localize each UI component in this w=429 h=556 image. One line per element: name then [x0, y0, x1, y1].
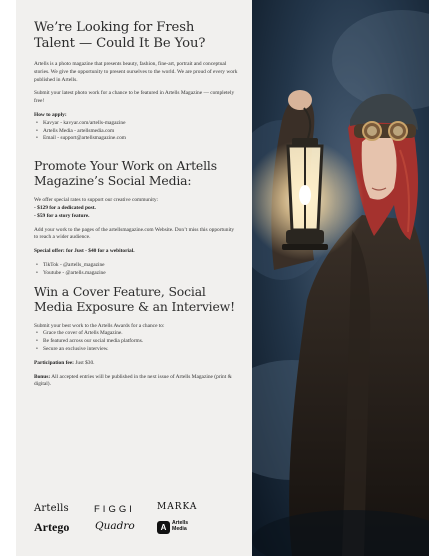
offer-intro: We offer special rates to support our creative community:	[34, 197, 159, 204]
intro-paragraph: Artells is a photo magazine that presents beauty, fashion, fine-art, portrait and conceptual stories. We give the opportunity to present ourselves to the world. We are proud of every work published in Artells.	[34, 61, 238, 83]
artells-media-wordmark: Artells Media	[172, 520, 189, 532]
partner-logos	[34, 498, 239, 540]
artells-media-mark-icon: A	[157, 521, 170, 534]
bonus-paragraph	[34, 374, 239, 390]
heading-fresh-talent: We’re Looking for Fresh Talent — Could It Be You?	[34, 20, 206, 51]
logo-artells-media	[157, 519, 188, 535]
apply-item-artells-media[interactable]: • Artells Media - artellsmedia.com	[34, 128, 239, 136]
participation-fee	[34, 360, 239, 368]
price-dedicated-post: - $129 for a dedicated post.	[34, 204, 96, 211]
participation-label: Participation fee:	[34, 359, 74, 366]
heading-win-cover: Win a Cover Feature, Social Media Exposure & an Interview!	[34, 283, 235, 314]
logo-artells: Artells	[34, 503, 69, 514]
apply-item-kavyar[interactable]: • Kavyar - kavyar.com/artells-magazine	[34, 120, 239, 128]
bonus-text: All accepted entries will be published in the next issue of Artells Magazine (print & digital).	[34, 373, 232, 388]
apply-item-email[interactable]: • Email - support@artellsmagazine.com	[34, 135, 239, 143]
awards-intro: Submit your best work to the Artells Awards for a chance to:	[34, 322, 165, 329]
logo-figgi: FIGGI	[94, 504, 135, 515]
logo-quadro: Quadro	[95, 520, 135, 532]
website-paragraph: Add your work to the pages of the artellsmagazine.com Website. Don’t miss this opportunity to reach a wider audience.	[34, 226, 235, 241]
text-panel	[16, 0, 252, 556]
how-to-apply-label: How to apply:	[34, 111, 67, 118]
logo-artego: Artego	[34, 520, 70, 534]
photo-illustration	[252, 0, 429, 556]
text-column	[34, 20, 239, 389]
logo-marka: MARKA	[157, 502, 198, 512]
participation-value: Just $30.	[75, 359, 95, 366]
woman-with-lantern-photo	[252, 0, 429, 556]
social-item-tiktok[interactable]: • TikTok - @artells_magazine	[34, 262, 239, 270]
special-offer: Special offer: for Just - $40 for a webitorial.	[34, 248, 135, 255]
award-item-interview: • Secure an exclusive interview.	[34, 346, 239, 354]
award-item-social: • Be featured across our social media platforms.	[34, 338, 239, 346]
social-item-youtube[interactable]: • Youtube - @artells.magazine	[34, 270, 239, 278]
bonus-label: Bonus:	[34, 373, 51, 380]
submit-paragraph: Submit your latest photo work for a chance to be featured in Artells Magazine — completely free!	[34, 90, 235, 105]
award-item-cover: • Grace the cover of Artells Magazine.	[34, 330, 239, 338]
heading-promote-social: Promote Your Work on Artells Magazine’s Social Media:	[34, 158, 217, 189]
price-story-feature: - $59 for a story feature.	[34, 212, 90, 219]
